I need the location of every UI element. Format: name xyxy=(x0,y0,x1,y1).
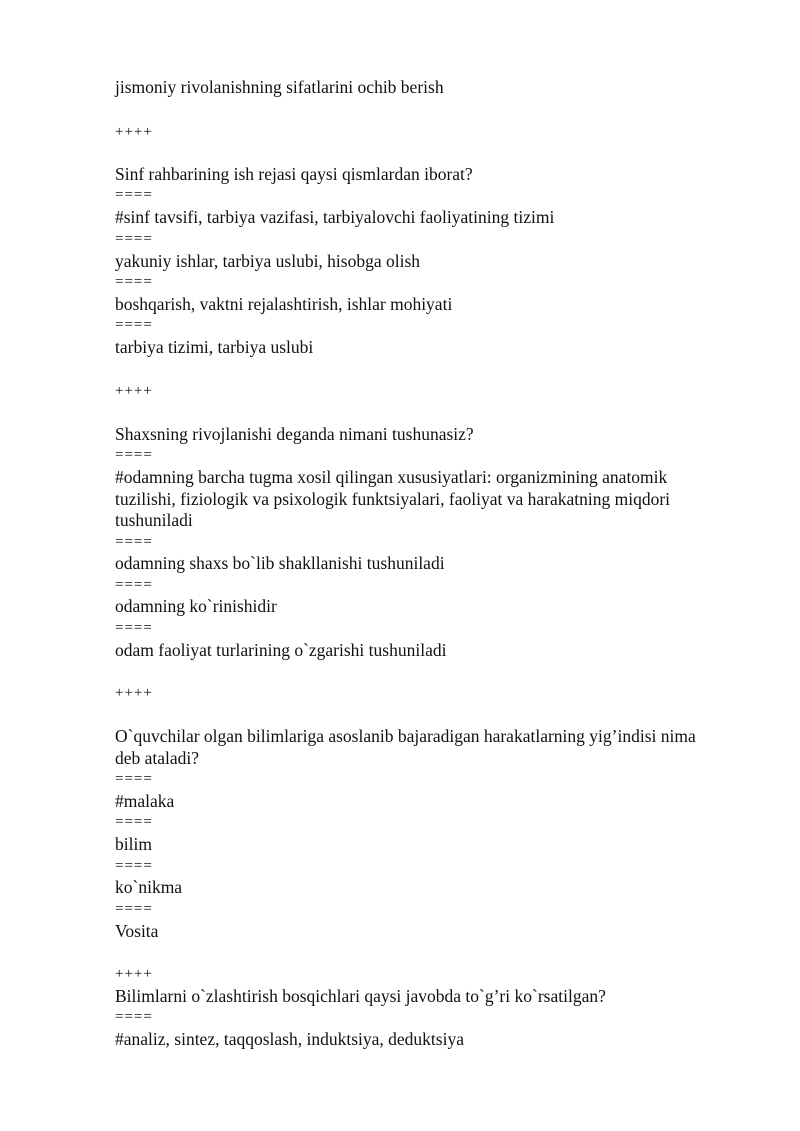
answer-separator: ==== xyxy=(115,858,153,874)
answer-option: tarbiya tizimi, tarbiya uslubi xyxy=(115,337,314,357)
answer-separator: ==== xyxy=(115,447,153,463)
question-text: Shaxsning rivojlanishi deganda nimani tushunasiz? xyxy=(115,424,474,444)
question-separator: ++++ xyxy=(115,124,153,140)
answer-separator: ==== xyxy=(115,231,153,247)
answer-option: yakuniy ishlar, tarbiya uslubi, hisobga olish xyxy=(115,251,421,271)
answer-separator: ==== xyxy=(115,901,153,917)
answer-option: boshqarish, vaktni rejalashtirish, ishlar mohiyati xyxy=(115,294,453,314)
correct-answer: #malaka xyxy=(115,791,175,811)
question-text-continued: deb ataladi? xyxy=(115,748,200,768)
answer-separator: ==== xyxy=(115,577,153,593)
answer-option: odamning shaxs bo`lib shakllanishi tushuniladi xyxy=(115,553,445,573)
answer-option: Vosita xyxy=(115,921,159,941)
answer-separator: ==== xyxy=(115,620,153,636)
correct-answer: #odamning barcha tugma xosil qilingan xususiyatlari: organizmining anatomik xyxy=(115,467,668,487)
answer-option: odam faoliyat turlarining o`zgarishi tushuniladi xyxy=(115,640,447,660)
answer-option: ko`nikma xyxy=(115,877,183,897)
correct-answer: #analiz, sintez, taqqoslash, induktsiya, deduktsiya xyxy=(115,1029,464,1049)
answer-separator: ==== xyxy=(115,317,153,333)
answer-separator: ==== xyxy=(115,274,153,290)
question-separator: ++++ xyxy=(115,685,153,701)
answer-separator: ==== xyxy=(115,1009,153,1025)
answer-separator: ==== xyxy=(115,187,153,203)
answer-separator: ==== xyxy=(115,771,153,787)
question-text: Bilimlarni o`zlashtirish bosqichlari qaysi javobda to`g’ri ko`rsatilgan? xyxy=(115,986,606,1006)
question-separator: ++++ xyxy=(115,383,153,399)
answer-option: odamning ko`rinishidir xyxy=(115,596,277,616)
question-text: Sinf rahbarining ish rejasi qaysi qismlardan iborat? xyxy=(115,164,473,184)
correct-answer-continued: tushuniladi xyxy=(115,510,193,530)
correct-answer: #sinf tavsifi, tarbiya vazifasi, tarbiyalovchi faoliyatining tizimi xyxy=(115,207,555,227)
question-text: O`quvchilar olgan bilimlariga asoslanib bajaradigan harakatlarning yig’indisi nima xyxy=(115,726,696,746)
answer-option: bilim xyxy=(115,834,152,854)
answer-separator: ==== xyxy=(115,814,153,830)
answer-option: jismoniy rivolanishning sifatlarini ochib berish xyxy=(115,77,444,97)
answer-separator: ==== xyxy=(115,534,153,550)
correct-answer-continued: tuzilishi, fiziologik va psixologik funktsiyalari, faoliyat va harakatning miqdori xyxy=(115,489,671,509)
question-separator: ++++ xyxy=(115,966,153,982)
